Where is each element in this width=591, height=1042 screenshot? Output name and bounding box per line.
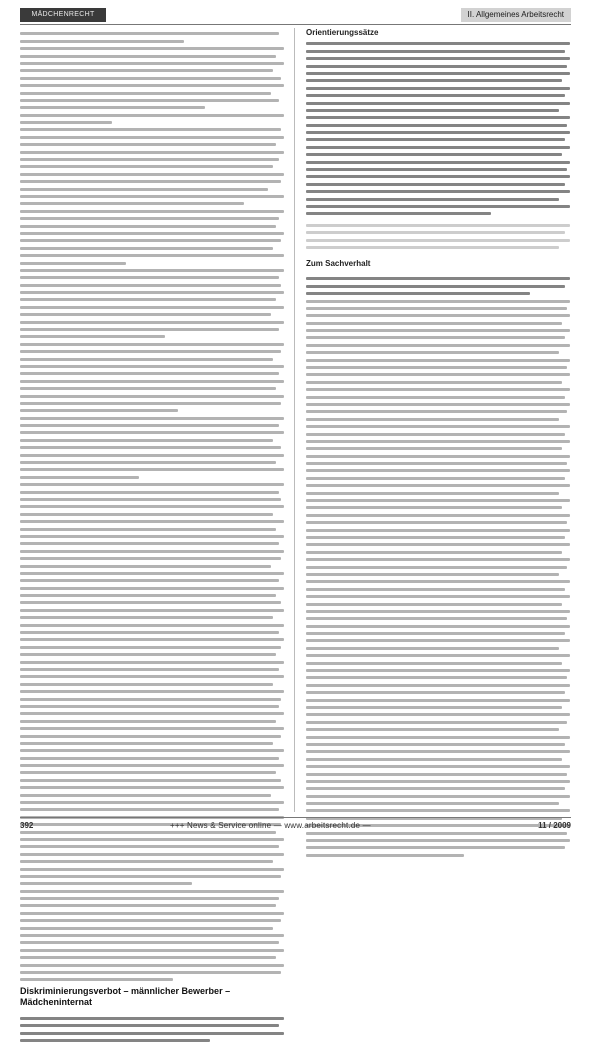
text-line xyxy=(20,188,268,191)
text-line xyxy=(20,934,284,937)
text-line xyxy=(20,808,279,811)
text-line xyxy=(306,168,567,171)
text-line xyxy=(20,424,279,427)
text-line xyxy=(306,787,565,790)
citation-line xyxy=(306,246,559,249)
text-line xyxy=(306,161,570,164)
text-line xyxy=(20,461,276,464)
text-line xyxy=(20,535,284,538)
text-line xyxy=(306,79,562,82)
text-line xyxy=(306,292,530,295)
text-line xyxy=(20,291,284,294)
text-line xyxy=(306,610,570,613)
text-line xyxy=(20,313,271,316)
text-line xyxy=(306,109,559,112)
text-line xyxy=(20,55,276,58)
text-line xyxy=(20,476,139,479)
text-line xyxy=(20,358,273,361)
text-line xyxy=(20,446,281,449)
text-line xyxy=(306,499,570,502)
text-line xyxy=(306,536,565,539)
text-line xyxy=(306,699,570,702)
text-line xyxy=(20,661,284,664)
text-line xyxy=(306,506,562,509)
text-line xyxy=(306,87,570,90)
text-line xyxy=(306,198,559,201)
text-line xyxy=(20,683,273,686)
text-line xyxy=(306,336,565,339)
text-line xyxy=(20,92,271,95)
text-line xyxy=(306,846,565,849)
text-line xyxy=(306,425,570,428)
facts-heading: Zum Sachverhalt xyxy=(306,258,371,268)
text-line xyxy=(306,573,559,576)
text-line xyxy=(20,712,284,715)
column-divider xyxy=(294,28,295,812)
text-line xyxy=(20,417,284,420)
citation-line xyxy=(306,224,570,227)
text-line xyxy=(20,372,279,375)
text-line xyxy=(20,675,284,678)
text-line xyxy=(306,625,570,628)
page-footer xyxy=(20,821,571,833)
text-line xyxy=(306,131,570,134)
text-line xyxy=(20,904,276,907)
text-line xyxy=(20,106,205,109)
text-line xyxy=(20,698,281,701)
text-line xyxy=(306,300,570,303)
text-line xyxy=(20,343,284,346)
text-line xyxy=(306,359,570,362)
text-line xyxy=(20,949,284,952)
text-line xyxy=(20,557,281,560)
section-label: MÄDCHENRECHT xyxy=(20,8,106,22)
header-rule xyxy=(20,24,571,25)
text-line xyxy=(306,65,567,68)
text-line xyxy=(306,138,565,141)
text-line xyxy=(20,801,284,804)
text-line xyxy=(306,684,570,687)
citation-line xyxy=(306,239,570,242)
text-line xyxy=(306,116,570,119)
text-line xyxy=(20,528,276,531)
text-line xyxy=(306,558,570,561)
text-line xyxy=(306,543,570,546)
text-line xyxy=(306,190,570,193)
text-line xyxy=(20,513,273,516)
text-line xyxy=(20,284,281,287)
text-line xyxy=(20,624,284,627)
text-line xyxy=(306,595,570,598)
chapter-label: II. Allgemeines Arbeitsrecht xyxy=(461,8,572,22)
text-line xyxy=(306,654,570,657)
text-line xyxy=(306,285,565,288)
text-line xyxy=(20,853,284,856)
text-line xyxy=(306,403,570,406)
text-line xyxy=(20,491,279,494)
footer-rule xyxy=(20,817,571,818)
text-line xyxy=(20,409,178,412)
text-line xyxy=(306,322,562,325)
text-line xyxy=(20,402,281,405)
text-line xyxy=(20,860,273,863)
text-line xyxy=(306,802,559,805)
text-line xyxy=(20,47,284,50)
text-line xyxy=(20,631,279,634)
text-line xyxy=(306,662,562,665)
text-line xyxy=(20,786,284,789)
text-line xyxy=(20,239,281,242)
citation-line xyxy=(20,1017,284,1020)
text-line xyxy=(20,454,284,457)
text-line xyxy=(20,276,279,279)
text-line xyxy=(20,254,284,257)
text-line xyxy=(306,492,559,495)
text-line xyxy=(20,69,273,72)
text-line xyxy=(306,94,565,97)
text-line xyxy=(306,57,570,60)
text-line xyxy=(20,668,279,671)
text-line xyxy=(306,484,570,487)
text-line xyxy=(20,262,126,265)
text-line xyxy=(20,298,276,301)
text-line xyxy=(306,632,565,635)
text-line xyxy=(20,912,284,915)
text-line xyxy=(20,439,273,442)
text-line xyxy=(306,809,570,812)
text-line xyxy=(306,455,570,458)
text-line xyxy=(306,388,570,391)
text-line xyxy=(20,971,281,974)
text-line xyxy=(20,587,284,590)
text-line xyxy=(306,42,570,45)
text-line xyxy=(20,646,281,649)
text-line xyxy=(306,588,565,591)
text-line xyxy=(20,195,284,198)
text-line xyxy=(20,897,279,900)
text-line xyxy=(306,50,565,53)
text-line xyxy=(20,978,173,981)
text-line xyxy=(20,705,279,708)
text-line xyxy=(306,314,570,317)
text-line xyxy=(306,647,559,650)
citation-line xyxy=(20,1032,284,1035)
text-line xyxy=(306,743,565,746)
text-line xyxy=(20,498,281,501)
text-line xyxy=(306,462,567,465)
text-line xyxy=(20,84,284,87)
text-line xyxy=(20,380,284,383)
text-line xyxy=(20,794,271,797)
text-line xyxy=(306,410,567,413)
text-line xyxy=(306,124,567,127)
text-line xyxy=(20,217,279,220)
text-line xyxy=(20,565,271,568)
text-line xyxy=(306,676,567,679)
text-line xyxy=(20,653,276,656)
text-line xyxy=(20,868,284,871)
text-line xyxy=(306,758,562,761)
text-line xyxy=(306,440,570,443)
text-line xyxy=(20,232,284,235)
text-line xyxy=(306,433,565,436)
citation-line xyxy=(20,1024,279,1027)
text-line xyxy=(20,638,284,641)
text-line xyxy=(20,875,281,878)
text-line xyxy=(306,728,559,731)
text-line xyxy=(306,351,559,354)
text-line xyxy=(20,365,284,368)
text-line xyxy=(20,468,284,471)
text-line xyxy=(306,566,567,569)
left-column xyxy=(20,28,284,1042)
text-line xyxy=(20,165,273,168)
text-line xyxy=(20,128,281,131)
text-line xyxy=(20,202,244,205)
text-line xyxy=(306,396,565,399)
text-line xyxy=(20,225,276,228)
text-line xyxy=(20,749,284,752)
text-line xyxy=(20,136,284,139)
text-line xyxy=(306,706,562,709)
text-line xyxy=(20,735,281,738)
text-line xyxy=(20,845,279,848)
text-line xyxy=(20,387,276,390)
text-line xyxy=(306,551,562,554)
text-line xyxy=(20,151,284,154)
text-line xyxy=(306,72,570,75)
text-line xyxy=(20,919,281,922)
text-line xyxy=(20,62,284,65)
text-line xyxy=(306,205,570,208)
text-line xyxy=(20,520,284,523)
text-line xyxy=(20,483,284,486)
text-line xyxy=(306,639,570,642)
text-line xyxy=(20,720,276,723)
text-line xyxy=(306,277,570,280)
text-line xyxy=(20,550,284,553)
text-line xyxy=(306,344,570,347)
text-line xyxy=(20,742,273,745)
text-line xyxy=(20,771,276,774)
text-line xyxy=(20,77,281,80)
text-line xyxy=(306,854,464,857)
text-line xyxy=(20,247,273,250)
text-line xyxy=(20,941,279,944)
text-line xyxy=(306,329,570,332)
text-line xyxy=(20,779,281,782)
text-line xyxy=(20,395,284,398)
text-line xyxy=(20,269,284,272)
text-line xyxy=(20,572,284,575)
text-line xyxy=(306,780,570,783)
text-line xyxy=(306,669,570,672)
text-line xyxy=(20,601,281,604)
text-line xyxy=(306,713,570,716)
text-line xyxy=(20,158,279,161)
text-line xyxy=(306,381,562,384)
text-line xyxy=(20,956,276,959)
text-line xyxy=(306,514,570,517)
text-line xyxy=(20,882,192,885)
text-line xyxy=(306,773,567,776)
text-line xyxy=(306,153,562,156)
text-line xyxy=(20,964,284,967)
text-line xyxy=(20,890,284,893)
text-line xyxy=(20,594,276,597)
issue-label: 11 / 2009 xyxy=(538,821,571,830)
right-column xyxy=(306,28,570,857)
text-line xyxy=(20,306,284,309)
orientation-heading: Orientierungssätze xyxy=(306,28,379,37)
text-line xyxy=(306,691,565,694)
text-line xyxy=(306,795,570,798)
citation-line xyxy=(306,231,565,234)
text-line xyxy=(306,521,567,524)
text-line xyxy=(20,173,284,176)
text-line xyxy=(20,431,284,434)
text-line xyxy=(20,114,284,117)
text-line xyxy=(306,307,567,310)
text-line xyxy=(306,183,565,186)
text-line xyxy=(20,727,284,730)
text-line xyxy=(306,603,562,606)
text-line xyxy=(306,212,491,215)
text-line xyxy=(306,469,570,472)
text-line xyxy=(20,690,284,693)
text-line xyxy=(306,529,570,532)
section-heading: Diskriminierungsverbot – männlicher Bewerber – Mädcheninternat xyxy=(20,986,231,1008)
text-line xyxy=(306,736,570,739)
text-line xyxy=(20,32,279,35)
text-line xyxy=(20,335,165,338)
text-line xyxy=(306,477,565,480)
text-line xyxy=(306,580,570,583)
text-line xyxy=(20,579,279,582)
text-line xyxy=(20,505,284,508)
text-line xyxy=(20,927,273,930)
text-line xyxy=(20,757,279,760)
text-line xyxy=(306,447,562,450)
text-line xyxy=(20,99,279,102)
text-line xyxy=(20,321,284,324)
text-line xyxy=(306,765,570,768)
text-line xyxy=(20,143,276,146)
page-number: 392 xyxy=(20,821,34,830)
text-line xyxy=(20,764,284,767)
text-line xyxy=(306,617,567,620)
text-line xyxy=(20,180,281,183)
text-line xyxy=(20,328,279,331)
text-line xyxy=(306,750,570,753)
text-line xyxy=(306,418,559,421)
text-line xyxy=(306,146,570,149)
text-line xyxy=(20,542,279,545)
text-line xyxy=(306,175,570,178)
text-line xyxy=(306,721,567,724)
text-line xyxy=(20,609,284,612)
text-line xyxy=(20,121,112,124)
text-line xyxy=(306,366,567,369)
text-line xyxy=(20,40,184,43)
promo-text: +++ News & Service online — www.arbeitsrecht.de — xyxy=(170,821,371,830)
text-line xyxy=(306,102,570,105)
text-line xyxy=(306,373,570,376)
text-line xyxy=(20,350,281,353)
text-line xyxy=(20,210,284,213)
text-line xyxy=(20,838,284,841)
text-line xyxy=(20,616,273,619)
